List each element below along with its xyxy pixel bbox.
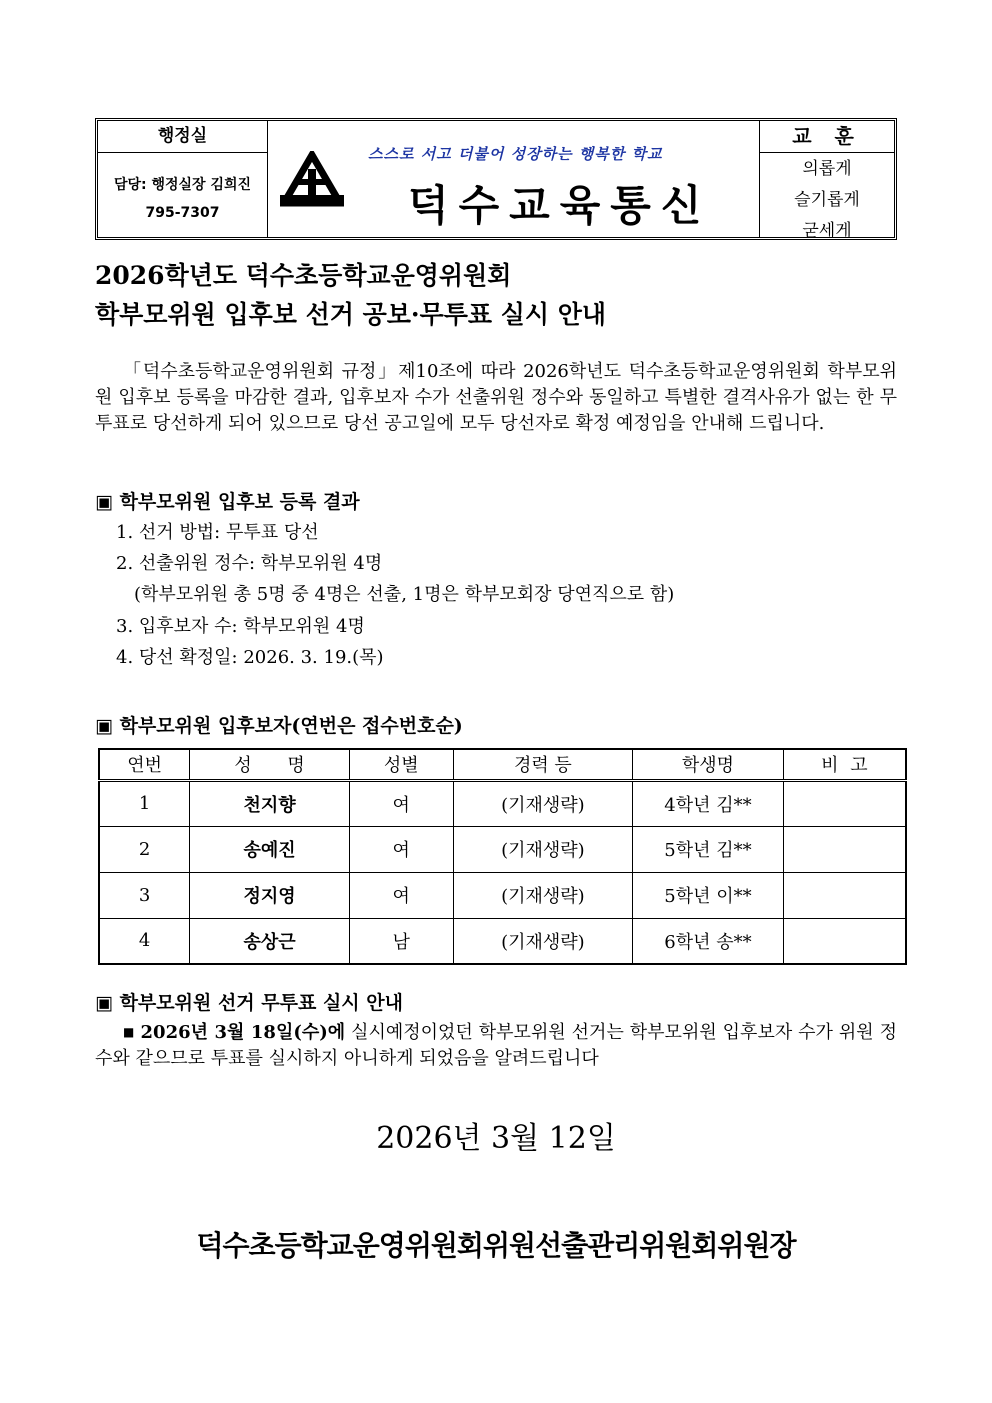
kyohun-panel bbox=[759, 121, 894, 241]
dept-panel bbox=[98, 121, 268, 237]
cell-note bbox=[783, 918, 906, 964]
col-header: 비 고 bbox=[783, 749, 906, 780]
intro-paragraph: 「덕수초등학교운영위원회 규정」제10조에 따라 2026학년도 덕수초등학교운영위원회 학부모위원 입후보 등록을 마감한 결과, 입후보자 수가 선출위원 정수와 동일하고 특별한 결격사유가 없는 한 무투표로 당선하게 되어 있으므로 당선 공고일에 모두 당선자로 확정 예정임을 안내해 드립니다. bbox=[95, 361, 897, 434]
cell-gender: 여 bbox=[349, 872, 453, 918]
section2-heading: ▣ 학부모위원 입후보자(연번은 접수번호순) bbox=[95, 715, 463, 737]
school-motto: 스스로 서고 더불어 성장하는 행복한 학교 bbox=[368, 145, 663, 163]
page-title-line1: 2026학년도 덕수초등학교운영위원회 bbox=[95, 261, 512, 290]
election-date: 2026년 3월 18일(수)에 bbox=[140, 1022, 346, 1043]
cell-note bbox=[783, 872, 906, 918]
section3-text: 실시예정이었던 학부모위원 선거는 학부모위원 입후보자 수가 위원 정수와 같으므로 투표를 실시하지 아니하게 되었음을 알려드립니다 bbox=[95, 1022, 897, 1069]
cell-name: 천지향 bbox=[190, 780, 350, 826]
cell-career: (기재생략) bbox=[453, 780, 633, 826]
cell-career: (기재생략) bbox=[453, 918, 633, 964]
cell-gender: 여 bbox=[349, 826, 453, 872]
school-emblem-icon bbox=[280, 151, 344, 211]
section1-item: 2. 선출위원 정수: 학부모위원 4명 bbox=[116, 553, 383, 574]
cell-student: 6학년 송** bbox=[633, 918, 784, 964]
cell-career: (기재생략) bbox=[453, 826, 633, 872]
col-header: 연번 bbox=[99, 749, 190, 780]
cell-name: 정지영 bbox=[190, 872, 350, 918]
table-row bbox=[99, 872, 906, 918]
cell-student: 5학년 김** bbox=[633, 826, 784, 872]
col-header: 성 명 bbox=[190, 749, 350, 780]
kyohun-label: 교 훈 bbox=[760, 121, 894, 153]
cell-career: (기재생략) bbox=[453, 872, 633, 918]
cell-name: 송예진 bbox=[190, 826, 350, 872]
contact-person: 담당: 행정실장 김희진 bbox=[113, 177, 252, 193]
dept-name: 행정실 bbox=[98, 121, 267, 153]
section1-heading: ▣ 학부모위원 입후보 등록 결과 bbox=[95, 491, 360, 513]
col-header: 경력 등 bbox=[453, 749, 633, 780]
section1-item: 1. 선거 방법: 무투표 당선 bbox=[116, 522, 319, 543]
table-header-row bbox=[99, 749, 906, 780]
section3-heading: ▣ 학부모위원 선거 무투표 실시 안내 bbox=[95, 992, 403, 1014]
newsletter-header bbox=[95, 118, 897, 240]
table-row bbox=[99, 826, 906, 872]
col-header: 성별 bbox=[349, 749, 453, 780]
candidate-table bbox=[98, 748, 907, 965]
contact-info bbox=[98, 171, 267, 227]
table-row bbox=[99, 780, 906, 826]
cell-no: 2 bbox=[99, 826, 190, 872]
cell-note bbox=[783, 826, 906, 872]
newsletter-title: 덕수교육통신 bbox=[408, 181, 712, 230]
cell-gender: 남 bbox=[349, 918, 453, 964]
section1-note: (학부모위원 총 5명 중 4명은 선출, 1명은 학부모회장 당연직으로 함) bbox=[134, 584, 675, 605]
issue-date: 2026년 3월 12일 bbox=[376, 1121, 616, 1156]
signature: 덕수초등학교운영위원회위원선출관리위원회위원장 bbox=[196, 1229, 796, 1262]
title-panel bbox=[268, 121, 759, 237]
cell-no: 4 bbox=[99, 918, 190, 964]
cell-student: 5학년 이** bbox=[633, 872, 784, 918]
cell-no: 1 bbox=[99, 780, 190, 826]
kyohun-value: 의롭게 bbox=[802, 159, 852, 179]
cell-no: 3 bbox=[99, 872, 190, 918]
section1-item: 4. 당선 확정일: 2026. 3. 19.(목) bbox=[116, 647, 384, 668]
cell-student: 4학년 김** bbox=[633, 780, 784, 826]
cell-name: 송상근 bbox=[190, 918, 350, 964]
section3-paragraph bbox=[95, 1019, 897, 1072]
table-row bbox=[99, 918, 906, 964]
page-title-line2: 학부모위원 입후보 선거 공보·무투표 실시 안내 bbox=[95, 300, 607, 329]
kyohun-value: 슬기롭게 bbox=[794, 190, 860, 210]
section1-item: 3. 입후보자 수: 학부모위원 4명 bbox=[116, 616, 365, 637]
cell-gender: 여 bbox=[349, 780, 453, 826]
kyohun-value: 굳세게 bbox=[802, 221, 852, 241]
contact-phone: 795-7307 bbox=[145, 205, 220, 221]
cell-note bbox=[783, 780, 906, 826]
bullet-square-icon: ■ bbox=[123, 1025, 135, 1039]
col-header: 학생명 bbox=[633, 749, 784, 780]
